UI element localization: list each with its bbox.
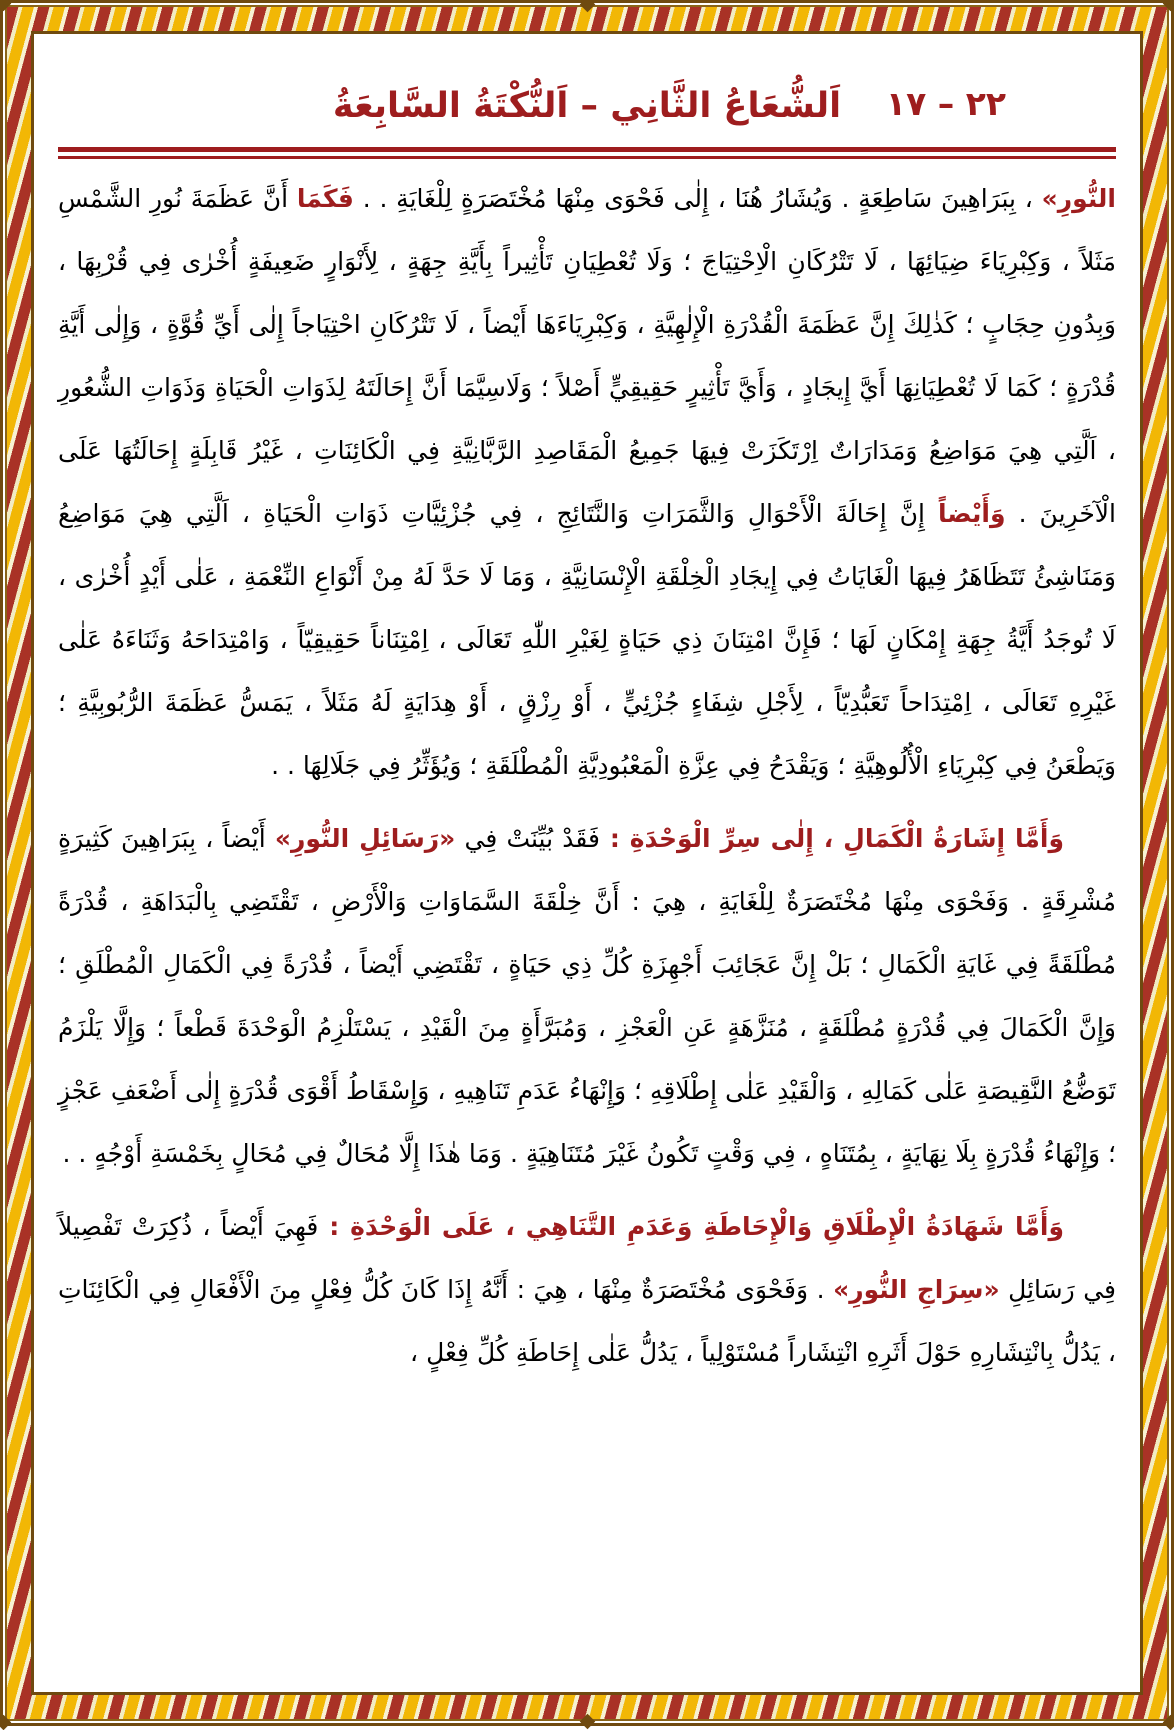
header-divider-thin-line [58, 156, 1116, 159]
header-divider-thick-line [58, 147, 1116, 152]
text-segment: فَقَدْ بُيِّنَتْ فِي [455, 823, 600, 853]
paragraph [58, 807, 1116, 1185]
paragraph [58, 167, 1116, 797]
section-heading: وَأَمَّا شَهَادَةُ الْإِطْلَاقِ وَالْإِحَاطَةِ وَعَدَمِ التَّنَاهِي ، عَلَى الْوَحْدَةِ : [318, 1211, 1064, 1241]
body-text [58, 167, 1116, 1384]
page-number: ٢٢ – ١٧ [885, 84, 1006, 123]
book-title-fragment: النُّورِ» [1041, 183, 1116, 213]
header-divider [58, 147, 1116, 159]
page-content-area [31, 31, 1143, 1695]
highlighted-word: وَأَيْضاً [938, 498, 1006, 528]
highlighted-word: فَكَمَا [296, 183, 354, 213]
text-segment: . وَفَحْوَى مُخْتَصَرَةٌ مِنْهَا ، هِيَ : أَنَّهُ إِذَا كَانَ كُلُّ فِعْلٍ مِنَ الْأَفْعَالِ فِي الْكَائِنَاتِ ، يَدُلُّ بِانْتِشَارِهِ حَوْلَ أَثَرِهِ انْتِشَاراً مُسْتَوْلِياً ، يَدُلُّ عَلٰى إِحَاطَةِ كُلِّ فِعْلٍ ، [58, 1274, 1116, 1367]
paragraph [58, 1195, 1116, 1384]
ornamental-band [5, 5, 1169, 1721]
text-segment: أَيْضاً ، بِبَرَاهِينَ كَثِيرَةٍ مُشْرِقَةٍ . وَفَحْوَى مِنْهَا مُخْتَصَرَةٌ لِلْغَايَةِ ، هِيَ : أَنَّ خِلْقَةَ السَّمَاوَاتِ وَالْأَرْضِ ، تَقْتَضِي بِالْبَدَاهَةِ ، قُدْرَةً مُطْلَقَةً فِي غَايَةِ الْكَمَالِ ؛ بَلْ إِنَّ عَجَائِبَ أَجْهِزَةِ كُلِّ ذِي حَيَاةٍ ، تَقْتَضِي أَيْضاً ، قُدْرَةً فِي الْكَمَالِ الْمُطْلَقِ ؛ وَإِنَّ الْكَمَالَ فِي قُدْرَةٍ مُطْلَقَةٍ ، مُنَزَّهَةٍ عَنِ الْعَجْزِ ، وَمُبَرَّأَةٍ مِنَ الْقَيْدِ ، يَسْتَلْزِمُ الْوَحْدَةَ قَطْعاً ؛ وَإِلَّا يَلْزَمُ تَوَضُّعُ النَّقِيصَةِ عَلٰى كَمَالِهِ ، وَالْقَيْدِ عَلٰى إِطْلَاقِهِ ؛ وَإِنْهَاءُ عَدَمِ تَنَاهِيهِ ، وَإِسْقَاطُ أَقْوَى قُدْرَةٍ إِلٰى أَضْعَفِ عَجْزٍ ؛ وَإِنْهَاءُ قُدْرَةٍ بِلَا نِهَايَةٍ ، بِمُتَنَاهٍ ، فِي وَقْتٍ تَكُونُ غَيْرَ مُتَنَاهِيَةٍ . وَمَا هٰذَا إِلَّا مُحَالٌ فِي مُحَالٍ بِخَمْسَةِ أَوْجُهٍ . . [58, 823, 1116, 1168]
text-segment: أَنَّ عَظَمَةَ نُورِ الشَّمْسِ مَثَلاً ، وَكِبْرِيَاءَ ضِيَائِهَا ، لَا تَتْرُكَانِ الْاِحْتِيَاجَ ؛ وَلَا تُعْطِيَانِ تَأْثِيراً بِأَيَّةِ جِهَةٍ ، لِأَنْوَارٍ ضَعِيفَةٍ أُخْرٰى فِي قُرْبِهَا ، وَبِدُونِ حِجَابٍ ؛ كَذٰلِكَ إِنَّ عَظَمَةَ الْقُدْرَةِ الْإِلٰهِيَّةِ ، وَكِبْرِيَاءَهَا أَيْضاً ، لَا تَتْرُكَانِ احْتِيَاجاً إِلٰى أَيِّ قُوَّةٍ ، وَإِلٰى أَيَّةِ قُدْرَةٍ ؛ كَمَا لَا تُعْطِيَانِهَا أَيَّ إِيجَادٍ ، وَأَيَّ تَأْثِيرٍ حَقِيقِيٍّ أَصْلاً ؛ وَلَاسِيَّمَا أَنَّ إِحَالَتَهُ لِذَوَاتِ الْحَيَاةِ وَذَوَاتِ الشُّعُورِ ، اَلَّتِي هِيَ مَوَاضِعُ وَمَدَارَاتٌ اِرْتَكَزَتْ فِيهَا جَمِيعُ الْمَقَاصِدِ الرَّبَّانِيَّةِ فِي الْكَائِنَاتِ ، غَيْرُ قَابِلَةٍ إِحَالَتُهَا عَلَى الْآخَرِينَ . [58, 183, 1116, 528]
section-heading: وَأَمَّا إِشَارَةُ الْكَمَالِ ، إِلٰى سِرِّ الْوَحْدَةِ : [599, 823, 1064, 853]
page-title: اَلشُّعَاعُ الثَّانِي – اَلنُّكْتَةُ السَّابِعَةُ [332, 86, 842, 126]
page-header [58, 40, 1116, 159]
text-segment: إِنَّ إِحَالَةَ الْأَحْوَالِ وَالثَّمَرَاتِ وَالنَّتَائِجِ ، فِي جُزْئِيَّاتِ ذَوَاتِ الْحَيَاةِ ، اَلَّتِي هِيَ مَوَاضِعُ وَمَنَاشِئُ تَتَظَاهَرُ فِيهَا الْغَايَاتُ فِي إِيجَادِ الْخِلْقَةِ الْإِنْسَانِيَّةِ ، وَمَا لَا حَدَّ لَهُ مِنْ أَنْوَاعِ النِّعْمَةِ ، عَلٰى أَيْدٍ أُخْرٰى ، لَا تُوجَدُ أَيَّةُ جِهَةِ إِمْكَانٍ لَهَا ؛ فَإِنَّ امْتِنَانَ ذِي حَيَاةٍ لِغَيْرِ اللّٰهِ تَعَالَى ، اِمْتِنَاناً حَقِيقِيّاً ، وَامْتِدَاحَهُ وَثَنَاءَهُ عَلٰى غَيْرِهِ تَعَالَى ، اِمْتِدَاحاً تَعَبُّدِيّاً ، لِأَجْلِ شِفَاءٍ جُزْئِيٍّ ، أَوْ رِزْقٍ ، أَوْ هِدَايَةٍ لَهُ مَثَلاً ، يَمَسُّ عَظَمَةَ الرُّبُوبِيَّةِ ؛ وَيَطْعَنُ فِي كِبْرِيَاءِ الْأُلُوهِيَّةِ ؛ وَيَقْدَحُ فِي عِزَّةِ الْمَعْبُودِيَّةِ الْمُطْلَقَةِ ؛ وَيُؤَثِّرُ فِي جَلَالِهَا . . [58, 498, 1116, 780]
text-segment: فَهِيَ أَيْضاً ، ذُكِرَتْ تَفْصِيلاً فِي رَسَائِلِ [58, 1211, 1116, 1304]
book-title: «رَسَائِلِ النُّورِ» [274, 823, 456, 853]
book-title: «سِرَاجِ النُّورِ» [833, 1274, 1000, 1304]
text-segment: ، بِبَرَاهِينَ سَاطِعَةٍ . وَيُشَارُ هُنَا ، إِلٰى فَحْوَى مِنْهَا مُخْتَصَرَةٍ لِلْغَايَةِ . . [353, 183, 1042, 213]
